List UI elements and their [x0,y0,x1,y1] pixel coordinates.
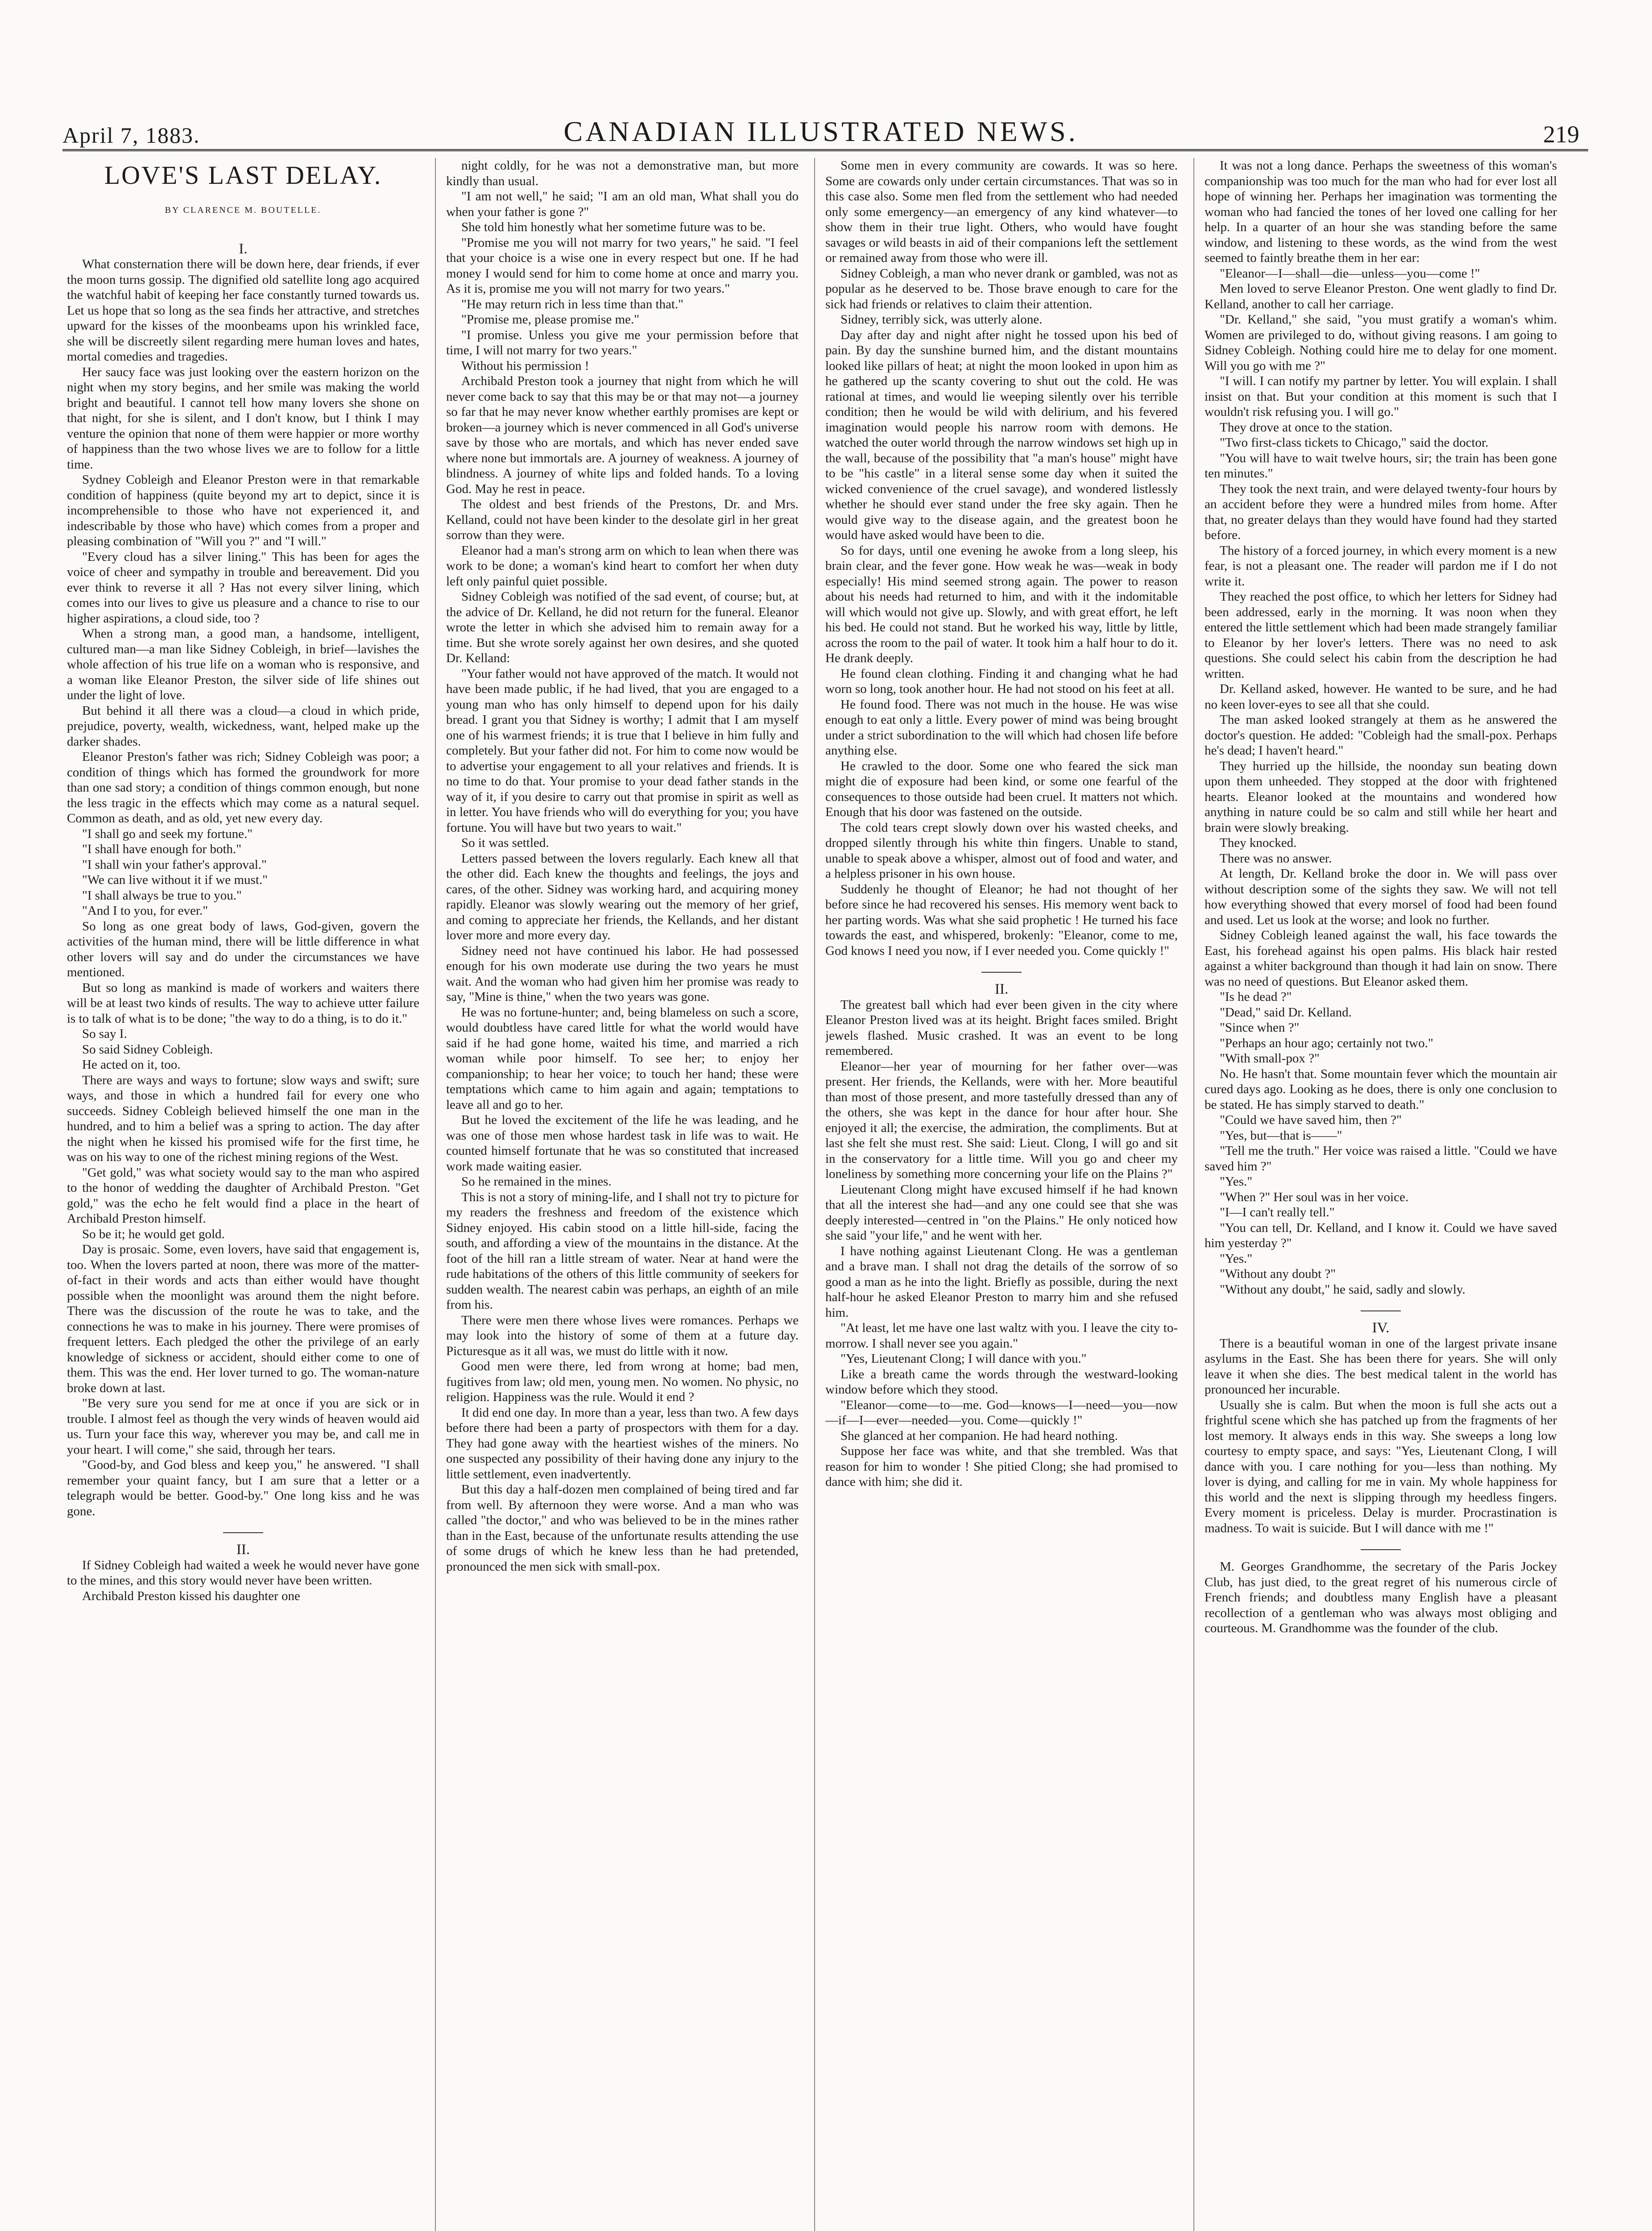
paragraph: She told him honestly what her sometime future was to be. [461,220,766,234]
paragraph: Archibald Preston kissed his daughter one [82,1588,300,1603]
paragraph: "You will have to wait twelve hours, sir; the train has been gone ten minutes." [1205,451,1557,481]
paragraph: Sidney Cobleigh was notified of the sad event, of course; but, at the advice of Dr. Kelland, he did not return for the funeral. Eleanor wrote the letter in which she advised him to remain away for a time. But she wrote sorely against her own desires, and she quoted Dr. Kelland: [446,589,799,665]
section-heading: II. [236,1542,250,1558]
paragraph: Eleanor had a man's strong arm on which to lean when there was work to be done; a woman's kind heart to comfort her when duty left only painful quiet possible. [446,543,799,589]
paragraph: "You can tell, Dr. Kelland, and I know it. Could we have saved him yesterday ?" [1205,1220,1557,1250]
paragraph: He found food. There was not much in the house. He was wise enough to eat only a little. Every power of mind was being brought under a strict subordination to the will which had chosen life before anything else. [825,697,1178,758]
paragraph: "I shall have enough for both." [82,842,242,856]
paragraph: They reached the post office, to which her letters for Sidney had been addressed, early in the morning. It was noon when they entered the little settlement which had been made strangely familiar to Eleanor by her lover's letters. There was no need to ask questions. She could select his cabin from the description he had written. [1205,589,1557,681]
paragraph: "Yes." [1220,1251,1253,1266]
column-3 [825,158,1178,2231]
paragraph: "Perhaps an hour ago; certainly not two." [1220,1036,1433,1050]
paragraph: There are ways and ways to fortune; slow ways and swift; sure ways, and those in which a hundred fail for every one who succeeds. Sidney Cobleigh believed himself the one man in the hundred, and to him a belief was a spring to action. The day after the night when he kissed his promised wife for the first time, he was on his way to one of the richest mining regions of the West. [67,1073,419,1164]
section-separator [1361,1549,1401,1550]
column-body [446,158,799,1574]
column-body [825,158,1178,958]
paragraph: "Yes, but—that is——" [1220,1128,1342,1143]
paragraph: There is a beautiful woman in one of the largest private insane asylums in the East. She has been there for years. She will only leave it when she dies. The best medical talent in the world has pronounced her incurable. [1205,1336,1557,1397]
paragraph: This is not a story of mining-life, and I shall not try to picture for my readers the freshness and freedom of the existence which Sidney enjoyed. His cabin stood on a little hill-side, facing the south, and affording a view of the mountains in the distance. At the foot of the hill ran a little stream of water. Near at hand were the rude habitations of the others of this little community of seekers for sudden wealth. The nearest cabin was perhaps, an eighth of an mile from his. [446,1190,799,1312]
paragraph: She glanced at her companion. He had heard nothing. [840,1428,1118,1443]
paragraph: "Get gold," was what society would say to the man who aspired to the honor of wedding the daughter of Archibald Preston. "Get gold," was the echo he felt would find a place in the heart of Archibald Preston himself. [67,1165,419,1226]
paper-name: CANADIAN ILLUSTRATED NEWS. [563,116,1078,147]
paragraph: "Could we have saved him, then ?" [1220,1113,1402,1127]
paragraph: "Two first-class tickets to Chicago," said the doctor. [1220,435,1489,450]
paragraph: But this day a half-dozen men complained of being tired and far from well. By afternoon they were worse. And a man who was called "the doctor," and who was believed to be in the mines rather than in the East, because of the unfortunate results attending the use of some drugs of which he knew less than he had pretended, pronounced the men sick with small-pox. [446,1482,799,1574]
paragraph: The greatest ball which had ever been given in the city where Eleanor Preston lived was at its height. Bright faces smiled. Bright jewels flashed. Music crashed. It was an event to be long remembered. [825,997,1178,1058]
paragraph: At length, Dr. Kelland broke the door in. We will pass over without description some of the sights they saw. We will not tell how everything showed that every morsel of food had been found and used. Let us look at the worse; and look no further. [1205,867,1557,927]
column-body [1205,1336,1557,1536]
paragraph: Dr. Kelland asked, however. He wanted to be sure, and he had no keen lover-eyes to see all that she could. [1205,682,1557,712]
paragraph: If Sidney Cobleigh had waited a week he would never have gone to the mines, and this story would never have been written. [67,1558,419,1588]
paragraph: Letters passed between the lovers regularly. Each knew all that the other did. Each knew the thoughts and feelings, the joys and cares, of the other. Sidney was working hard, and acquiring money rapidly. Eleanor was slowly wearing out the memory of her grief, and coming to appreciate her friends, the Kellands, and her distant lover more and more every day. [446,851,799,942]
paragraph: I have nothing against Lieutenant Clong. He was a gentleman and a brave man. I shall not drag the details of the sorrow of so good a man as he into the light. Briefly as possible, during the next half-hour he asked Eleanor Preston to marry him and she refused him. [825,1244,1178,1320]
paragraph: When a strong man, a good man, a handsome, intelligent, cultured man—a man like Sidney Cobleigh, in brief—lavishes the whole affection of his true life on a woman who is responsive, and a woman like Eleanor Preston, the silver side of life shines out under the light of love. [67,626,419,702]
paragraph: Her saucy face was just looking over the eastern horizon on the night when my story begins, and her smile was making the world bright and beautiful. I cannot tell how many lovers she shone on that night, for she is silent, and I don't know, but I think I may venture the opinion that none of them were happier or more worthy of happiness than the two whose lives we are to follow for a little time. [67,365,419,472]
paragraph: Sydney Cobleigh and Eleanor Preston were in that remarkable condition of happiness (quite beyond my art to depict, since it is incomprehensible to those who have not experienced it, and indescribable by those who have) which comes from a proper and pleasing combination of "Will you ?" and "I will." [67,473,419,548]
column-body [67,1558,419,1604]
paragraph: There were men there whose lives were romances. Perhaps we may look into the history of some of them at a future day. Picturesque as it all was, we must do little with it now. [446,1313,799,1358]
paragraph: "Since when ?" [1220,1020,1300,1035]
paragraph: Like a breath came the words through the westward-looking window before which they stood. [825,1367,1178,1397]
paragraph: Lieutenant Clong might have excused himself if he had known that all the interest she had—and any one could see that she was deeply interested—centred in "on the Plains." He only noticed how she said "your life," and he went with her. [825,1182,1178,1243]
paragraph: But so long as mankind is made of workers and waiters there will be at least two kinds of results. The way to achieve utter failure is to talk of what is to be done; "the way to do a thing, is to do it." [67,980,419,1026]
story-byline: BY CLARENCE M. BOUTELLE. [165,205,322,215]
paragraph: Eleanor Preston's father was rich; Sidney Cobleigh was poor; a condition of things which has formed the groundwork for more than one sad story; a condition of things common enough, but none the less tragic in the effects which may come as a natural sequel. Common as death, and as old, yet new every day. [67,750,419,825]
paragraph: "With small-pox ?" [1220,1051,1320,1066]
paragraph: Men loved to serve Eleanor Preston. One went gladly to find Dr. Kelland, another to call her carriage. [1205,282,1557,311]
paragraph: "Is he dead ?" [1220,990,1292,1004]
paragraph: "And I to you, for ever." [82,904,208,918]
story-title: LOVE'S LAST DELAY. [104,161,382,190]
paragraph: "Dead," said Dr. Kelland. [1220,1005,1352,1020]
paragraph: "Without any doubt ?" [1220,1267,1336,1281]
paragraph: M. Georges Grandhomme, the secretary of the Paris Jockey Club, has just died, to the great regret of his numerous circle of French friends; and doubtless many English have a pleasant recollection of a gentleman who was always most obliging and courteous. M. Grandhomme was the founder of the club. [1205,1559,1557,1635]
paragraph: Suppose her face was white, and that she trembled. Was that reason for him to wonder ! She pitied Clong; she had promised to dance with him; she did it. [825,1444,1178,1489]
column-4 [1205,158,1557,2231]
paragraph: "Eleanor—I—shall—die—unless—you—come !" [1220,266,1480,281]
paragraph: "We can live without it if we must." [82,873,268,887]
paragraph: "He may return rich in less time than that." [461,297,684,311]
paragraph: Day is prosaic. Some, even lovers, have said that engagement is, too. When the lovers parted at noon, there was more of the matter-of-fact in their words and acts than either would have thought possible when the moonlight was around them the night before. There was the discussion of the route he was to take, and the connections he was to make in his journey. There were promises of frequent letters. Each pledged the other the privilege of an early knowledge of sickness or accident, should either come to one of them. This was the end. Her lover turned to go. The woman-nature broke down at last. [67,1242,419,1395]
column-body [1205,158,1557,1297]
paragraph: They hurried up the hillside, the noonday sun beating down upon them unheeded. They stopped at the door with frightened hearts. Eleanor looked at the mountains and wondered how anything in nature could be so calm and still while her heart and brain were slowly breaking. [1205,759,1557,835]
paragraph: So said Sidney Cobleigh. [82,1042,213,1057]
paragraph: "Without any doubt," he said, sadly and slowly. [1220,1282,1466,1297]
paragraph: "I will. I can notify my partner by letter. You will explain. I shall insist on that. But your condition at this moment is such that I wouldn't risk refusing you. I will go." [1205,374,1557,419]
paragraph: But behind it all there was a cloud—a cloud in which pride, prejudice, poverty, wealth, wickedness, want, helped make up the darker shades. [67,703,419,749]
paragraph: What consternation there will be down here, dear friends, if ever the moon turns gossip. The dignified old satellite long ago acquired the watchful habit of keeping her face constantly turned towards us. Let us hope that so long as the sea finds her attractive, and stretches upward for the kisses of the moonbeams upon his wrinkled face, she will be discreetly silent regarding mere human loves and hates, mortal comedies and tragedies. [67,257,419,364]
paragraph: "I am not well," he said; "I am an old man, What shall you do when your father is gone ?" [446,189,799,219]
paragraph: Usually she is calm. But when the moon is full she acts out a frightful scene which she has patched up from the fragments of her lost memory. It always ends in this way. She sweeps a long low courtesy to empty space, and says: "Yes, Lieutenant Clong, I will dance with you. I care nothing for you—less than nothing. My lover is dying, and calling for me in vain. My whole happiness for this world and the next is slipping through my heedless fingers. Every moment is priceless. Delay is murder. Procrastination is madness. To wait is suicide. But I will dance with me !" [1205,1397,1557,1535]
paragraph: It did end one day. In more than a year, less than two. A few days before there had been a party of prospectors with them for a day. They had gone away with the heartiest wishes of the miners. No one suspected any possibility of their having done any injury to the little settlement, even inadvertently. [446,1405,799,1481]
paragraph: "Every cloud has a silver lining." This has been for ages the voice of cheer and sympathy in trouble and bereavement. Did you ever think to reverse it all ? Has not every silver lining, which comes into our lives to give us pleasure and a chance to rise to our higher aspirations, a cloud side, too ? [67,549,419,626]
paragraph: The man asked looked strangely at them as he answered the doctor's question. He added: "Cobleigh had the small-pox. Perhaps he's dead; I haven't heard." [1205,713,1557,758]
paragraph: So be it; he would get gold. [82,1227,225,1241]
section-separator [1361,1310,1401,1311]
paragraph: "I—I can't really tell." [1220,1205,1335,1219]
column-body [825,997,1178,1490]
paragraph: It was not a long dance. Perhaps the sweetness of this woman's companionship was too much for the man who had for ever lost all hope of winning her. Perhaps her imagination was tormenting the woman who had fancied the tones of her loved one calling for her help. In a quarter of an hour she was standing before the same window, and listening to these words, as the wind from the west seemed to faintly breathe them in her ear: [1205,158,1557,265]
column-2 [446,158,799,2231]
paragraph: Suddenly he thought of Eleanor; he had not thought of her before since he had recovered his senses. His memory went back to her parting words. Was what she said prophetic ! He turned his face towards the east, and whispered, brokenly: "Eleanor, come to me, God knows I need you now, if I ever needed you. Come quickly !" [825,882,1178,958]
paragraph: The history of a forced journey, in which every moment is a new fear, is not a pleasant one. The reader will pardon me if I do not write it. [1205,543,1557,589]
column-rule [814,158,815,2231]
paragraph: He acted on it, too. [82,1057,181,1072]
paragraph: "Dr. Kelland," she said, "you must gratify a woman's whim. Women are privileged to do, without giving reasons. I am going to Sidney Cobleigh. Nothing could hire me to delay for one moment. Will you go with me ?" [1205,312,1557,373]
paragraph: But he loved the excitement of the life he was leading, and he was one of those men whose hardest task in life was to wait. He counted himself fortunate that he was so constituted that increased work made waiting easier. [446,1113,799,1174]
paragraph: Day after day and night after night he tossed upon his bed of pain. By day the sunshine burned him, and the distant mountains looked like pillars of heat; at night the moon looked in upon him as he gathered up the scanty covering to shut out the cold. He was rational at times, and would lie weeping silently over his terrible condition; then he would be wild with delirium, and his fevered imagination would people his narrow room with demons. He watched the outer world through the narrow windows set high up in the wall, because of the possibility that "a man's house" might have to be "his castle" in a literal sense some day when it suited the wicked convenience of the cruel savage), and wondered listlessly whether he should ever stand under the free sky again. Then he would give way to the disease again, and the greatest boon he would have asked would have been to die. [825,328,1178,542]
paragraph: Without his permission ! [461,358,589,373]
paragraph: So for days, until one evening he awoke from a long sleep, his brain clear, and the fever gone. How weak he was—weak in body especially! His mind seemed strong again. The power to reason about his needs had returned to him, and with it the indomitable will which would not give up. Slowly, and with great effort, he left his bed. He could not stand. But he worked his way, little by little, across the room to the pail of water. It took him a half hour to do it. He drank deeply. [825,543,1178,665]
masthead-rule [62,149,1588,151]
paragraph: "When ?" Her soul was in her voice. [1220,1190,1409,1204]
paragraph: Sidney Cobleigh leaned against the wall, his face towards the East, his forehead against his open palms. His black hair rested against a whiter background than though it had lain on snow. There was no need of questions. But Eleanor asked them. [1205,928,1557,989]
paragraph: Sidney Cobleigh, a man who never drank or gambled, was not as popular as he deserved to be. Those brave enough to care for the sick had friends or relatives to claim their attention. [825,266,1178,311]
paragraph: "At least, let me have one last waltz with you. I leave the city to-morrow. I shall never see you again." [825,1321,1178,1351]
paragraph: Some men in every community are cowards. It was so here. Some are cowards only under certain circumstances. That was so in this case also. Some men fled from the settlement who had needed only some emergency—an emergency of any kind whatever—to show them in their true light. Others, who would have fought savages or wild beasts in aid of their companions left the settlement or remained away from those who were ill. [825,158,1178,265]
paragraph: He found clean clothing. Finding it and changing what he had worn so long, took another hour. He had not stood on his feet at all. [825,666,1178,696]
paragraph: night coldly, for he was not a demonstrative man, but more kindly than usual. [446,158,799,188]
paragraph: So long as one great body of laws, God-given, govern the activities of the human mind, there will be little difference in what other lovers will say and do under the circumstances we have mentioned. [67,919,419,979]
paragraph: So it was settled. [461,836,549,850]
paragraph: They drove at once to the station. [1220,420,1393,435]
paragraph: "Be very sure you send for me at once if you are sick or in trouble. I almost feel as though the very winds of heaven would aid us. Turn your face this way, wherever you may be, and call me in your heart. I will come," she said, through her tears. [67,1396,419,1457]
page-number: 219 [1543,121,1579,148]
paragraph: Eleanor—her year of mourning for her father over—was present. Her friends, the Kellands, were with her. More beautiful than most of those present, and more tastefully dressed than any of the others, she was kept in the dance for hour after hour. She enjoyed it all; the exercise, the admiration, the compliments. But at last she felt she must rest. She said: Lieut. Clong, I will go and sit in the conservatory for a little time. Will you go and cheer my loneliness by something more concerning your life on the Plains ?" [825,1059,1178,1181]
paragraph: "I shall go and seek my fortune." [82,826,253,841]
masthead [62,104,1579,148]
paragraph: "Your father would not have approved of the match. It would not have been made public, if he had lived, that you are engaged to a young man who has only himself to depend upon for his daily bread. I grant you that Sidney is worthy; I admit that I am myself one of his warmest friends; it is true that I believe in him fully and completely. But your father did not. For him to come now would be to advertise your engagement to all your relatives and friends. It is no time to do that. Your promise to your dead father stands in the way of it, if you desire to carry out that promise in spirit as well as in letter. You have friends who will do everything for you; you have fortune. You will have but two years to wait." [446,666,799,835]
section-separator [981,972,1022,973]
paragraph: So say I. [82,1027,127,1041]
paragraph: "Eleanor—come—to—me. God—knows—I—need—you—now—if—I—ever—needed—you. Come—quickly !" [825,1397,1178,1427]
section-heading: IV. [1372,1320,1390,1336]
paragraph: "Promise me you will not marry for two years," he said. "I feel that your choice is a wise one in every respect but one. If he had money I would send for him to come home at once and marry you. As it is, promise me you will not marry for two years." [446,235,799,296]
paragraph: "I promise. Unless you give me your permission before that time, I will not marry for two years." [446,328,799,357]
paragraph: Archibald Preston took a journey that night from which he will never come back to say that this may be or that may not—a journey so far that he may never know whether earthly promises are kept or broken—a journey which is never commenced in all God's universe save by those who are mortals, and which has never ended save where none but immortals are. A journey of weakness. A journey of blindness. A journey of white lips and folded hands. To a loving God. May he rest in peace. [446,374,799,496]
paragraph: He was no fortune-hunter; and, being blameless on such a score, would doubtless have cared little for what the world would have said if he had gone home, waited his time, and married a rich woman while poor himself. To see her; to enjoy her companionship; to hear her voice; to touch her hand; these were temptations which came to him again and again; temptations to leave all and go to her. [446,1005,799,1112]
column-body [1205,1559,1557,1636]
paragraph: Sidney, terribly sick, was utterly alone. [840,312,1043,327]
paragraph: "I shall always be true to you." [82,888,242,903]
paragraph: "Yes." [1220,1174,1253,1189]
column-rule [1193,158,1194,2231]
paragraph: The oldest and best friends of the Prestons, Dr. and Mrs. Kelland, could not have been kinder to the desolate girl in her great sorrow than they were. [446,497,799,542]
paragraph: "I shall win your father's approval." [82,857,267,872]
paragraph: "Promise me, please promise me." [461,312,639,327]
paragraph: Good men were there, led from wrong at home; bad men, fugitives from law; old men, young men. No women. No physic, no religion. Happiness was the rule. Would it end ? [446,1359,799,1404]
column-body [67,257,419,1519]
paragraph: There was no answer. [1220,851,1332,866]
paragraph: They took the next train, and were delayed twenty-four hours by an accident before they were a hundred miles from home. After that, no greater delays than they would have found had they started before. [1205,481,1557,542]
section-separator [223,1532,263,1533]
column-1 [67,158,419,2231]
paragraph: So he remained in the mines. [461,1174,612,1189]
section-heading: I. [239,241,248,257]
paragraph: "Yes, Lieutenant Clong; I will dance with you." [840,1352,1087,1366]
paragraph: "Good-by, and God bless and keep you," he answered. "I shall remember your quaint fancy, but I am sure that a letter or a telegraph would be better. Good-by." One long kiss and he was gone. [67,1458,419,1518]
paragraph: Sidney need not have continued his labor. He had possessed enough for his own moderate use during the two years he must wait. And the woman who had given him her promise was ready to say, "Mine is thine," when the two years was gone. [446,943,799,1004]
column-rule [435,158,436,2231]
section-heading: II. [994,981,1009,997]
paragraph: He crawled to the door. Some one who feared the sick man might die of exposure had been kind, or some one fearful of the consequences to those outside had been cruel. It matters not which. Enough that his door was fastened on the outside. [825,759,1178,819]
paragraph: "Tell me the truth." Her voice was raised a little. "Could we have saved him ?" [1205,1144,1557,1174]
paragraph: No. He hasn't that. Some mountain fever which the mountain air cured days ago. Looking as he does, there is only one conclusion to be stated. He has simply starved to death." [1205,1066,1557,1112]
paragraph: The cold tears crept slowly down over his wasted cheeks, and dropped silently through his white thin fingers. Unable to stand, unable to speak above a whisper, almost out of food and water, and a helpless prisoner in his own house. [825,820,1178,881]
issue-date: April 7, 1883. [62,123,200,148]
paragraph: They knocked. [1220,836,1297,850]
